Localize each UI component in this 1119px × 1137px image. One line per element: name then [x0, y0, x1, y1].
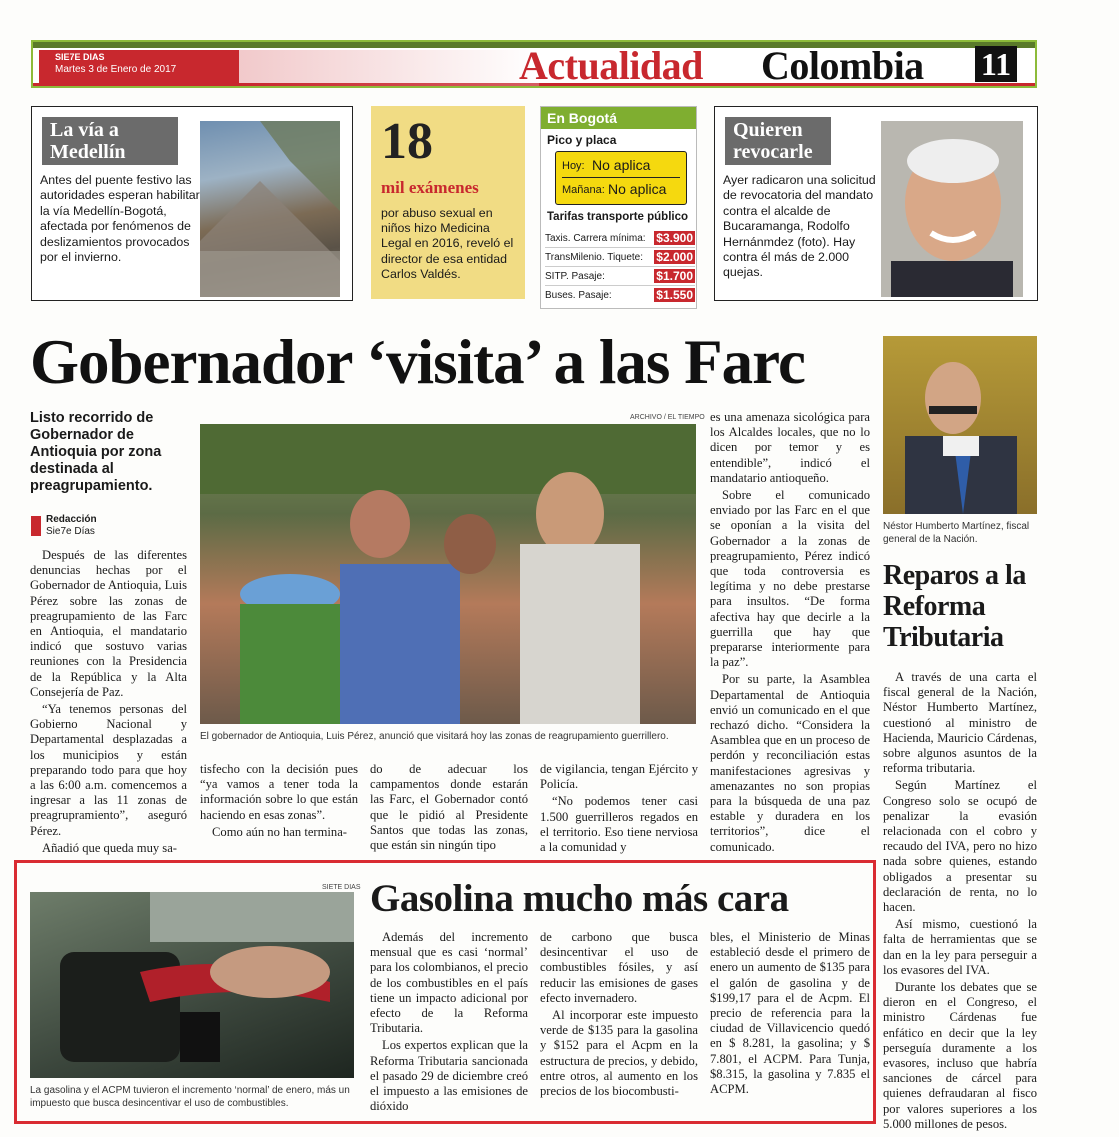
page-number: 11	[975, 46, 1017, 82]
manana-label: Mañana:	[562, 184, 605, 196]
bogota-title: En Bogotá	[541, 107, 696, 129]
brief-via-text: Antes del puente festivo las autoridades esperan habilitar la vía Medellín-Bogotá, afectada por fenómenos de deslizamientos provocados por el invierno.	[40, 173, 200, 265]
paragraph: Además del incremento mensual que es casi ‘normal’ para los colombianos, el precio de los combustibles en el país tiene un impacto adicional por efecto de la Reforma Tributaria.	[370, 930, 528, 1036]
brief-examenes-text: por abuso sexual en niños hizo Medicina Legal en 2016, reveló el director de esa entidad Carlos Valdés.	[381, 206, 514, 281]
main-headline: Gobernador ‘visita’ a las Farc	[30, 327, 805, 397]
main-col-4	[540, 762, 698, 857]
paragraph: de vigilancia, tengan Ejército y Policía.	[540, 762, 698, 792]
header-brand-panel	[39, 50, 239, 86]
plate-divider	[562, 177, 680, 178]
main-photo-caption: El gobernador de Antioquia, Luis Pérez, anunció que visitará hoy las zonas de reagrupamiento guerrillero.	[200, 731, 669, 742]
manana-value: No aplica	[608, 181, 667, 197]
hoy-label: Hoy:	[562, 160, 585, 172]
paragraph: bles, el Ministerio de Minas estableció desde el primero de enero un aumento de $135 para el galón de gasolina y de $199,17 para el de Acpm. El precio de referencia para la ciudad de Villavicencio quedó en $ 8.281, la gasolina; y $ 7.801, el ACPM. Para Tunja, $8.315, la gasolina y 7.835 el ACPM.	[710, 930, 870, 1097]
landslide-photo-graphic	[200, 121, 340, 297]
tarifa-value: $1.700	[656, 269, 693, 283]
gasolina-photo-credit: SIETE DIAS	[322, 884, 361, 891]
hoy-value: No aplica	[592, 157, 651, 173]
paragraph: Por su parte, la Asamblea Departamental de Antioquia envió un comunicado en el que rechazó dicho. “Considera la Asamblea que en un proceso de perdón y reconciliación estas manifestaciones agresivas y amenazantes no son propias para la búsqueda de una paz estable y duradera en los territorios”, dice el comunicado.	[710, 672, 870, 854]
byline-name: Redacción	[46, 514, 97, 525]
paragraph: de carbono que busca desincentivar el uso de combustibles fósiles, y así reducir las emisiones de gases efecto invernadero.	[540, 930, 698, 1005]
pico-placa-title: Pico y placa	[547, 133, 617, 147]
tarifa-label: TransMilenio. Tiquete:	[545, 251, 644, 263]
fuel-pump-photo-graphic	[30, 892, 354, 1078]
tarifa-value: $1.550	[656, 288, 693, 302]
brief-revocar-text: Ayer radicaron una solicitud de revocatoria del mandato contra el alcalde de Bucaramanga, Rodolfo Hernánmdez (foto). Hay contra él más de 2.000 quejas.	[723, 173, 876, 280]
plate-box	[555, 151, 687, 205]
paragraph: Después de las diferentes denuncias hechas por el Gobernador de Antioquia, Luis Pérez sobre las zonas de preagrupamiento de las Farc en Antioquia, el mandatario indicó que sostuvo varias reuniones con la Presidencia de la República y la Alta Consejería de Paz.	[30, 548, 187, 699]
paragraph: Los expertos explican que la Reforma Tributaria sancionada el pasado 29 de diciembre creó el impuesto a las emisiones de dióxido	[370, 1038, 528, 1114]
tarifas-title: Tarifas transporte público	[547, 211, 689, 223]
fuel-pump-photo	[30, 892, 354, 1078]
paragraph: “Ya tenemos personas del Gobierno Nacional y Departamental desplazadas a los municipios y están preparando todo para que hoy a las 6:00 a.m. comencemos a ingresar a las 11 zonas de preagrupramiento”, aseguró Pérez.	[30, 702, 187, 838]
paragraph: do de adecuar los campamentos donde estarán las Farc, el Gobernador contó que le pidió al Presidente Santos que todas las zonas, que están sin ningún tipo	[370, 762, 528, 853]
gasolina-col-3	[710, 930, 870, 1099]
main-col-1	[30, 548, 187, 858]
governor-photo-graphic	[200, 424, 696, 724]
landslide-photo	[200, 121, 340, 297]
paragraph: “No podemos tener casi 1.500 guerrilleros regados en el territorio. Eso tiene nerviosa a la comunidad y	[540, 794, 698, 855]
brief-bogota	[540, 106, 697, 309]
side-headline: Reparos a la Reforma Tributaria	[883, 560, 1026, 653]
gasolina-col-2	[540, 930, 698, 1101]
header-stripe	[239, 50, 539, 86]
tarifa-label: Buses. Pasaje:	[545, 289, 612, 301]
tarifa-row	[545, 229, 695, 248]
gasolina-photo-caption: La gasolina y el ACPM tuvieron el incremento ‘normal’ de enero, más un impuesto que busca desincentivar el uso de combustibles.	[30, 1085, 350, 1109]
paragraph: Como aún no han termina-	[212, 824, 348, 839]
side-body	[883, 670, 1037, 1134]
section-header	[31, 40, 1037, 88]
byline-outlet: Sie7e Días	[46, 526, 95, 537]
gasolina-col-1	[370, 930, 528, 1116]
paragraph: Así mismo, cuestionó la falta de herramientas que se dan en la ley para perseguir a los evasores del IVA.	[883, 917, 1037, 977]
tarifa-label: SITP. Pasaje:	[545, 270, 605, 282]
paragraph: es una amenaza sicológica para los Alcaldes locales, que no lo dicen por temor y es entendible”, indicó el mandatario antioqueño.	[710, 410, 870, 485]
governor-photo	[200, 424, 696, 724]
paragraph: Durante los debates que se dieron en el Congreso, el ministro Cárdenas fue enfático en decir que la ley perseguía duramente a los evasores, incluso que habría sanciones de cárcel para quienes defraudaran al fisco por valores superiores a los 5.000 millones de pesos.	[883, 980, 1037, 1131]
gasolina-headline: Gasolina mucho más cara	[370, 877, 789, 920]
brief-revocar	[714, 106, 1038, 301]
main-photo-credit: ARCHIVO / EL TIEMPO	[630, 414, 705, 421]
main-col-5	[710, 410, 870, 857]
byline-marker	[31, 516, 41, 536]
paragraph: Al incorporar este impuesto verde de $135 para la gasolina y $152 para el Acpm en la estructura de precios, y debido, entre otros, al aumento en los precios de los biocombusti-	[540, 1008, 698, 1099]
brief-examenes	[371, 106, 525, 299]
tarifa-row	[545, 267, 695, 286]
brief-revocar-title: Quieren revocarle	[725, 117, 831, 165]
header-date: Martes 3 de Enero de 2017	[55, 64, 177, 75]
mayor-portrait-graphic	[881, 121, 1023, 297]
header-section-red: Actualidad	[519, 43, 703, 88]
brief-via-medellin	[31, 106, 353, 301]
brief-examenes-number: 18	[381, 113, 433, 170]
fiscal-photo-caption: Néstor Humberto Martínez, fiscal general de la Nación.	[883, 521, 1030, 545]
paragraph: Según Martínez el Congreso solo se ocupó de penalizar la evasión relacionada con el cobro y recaudo del IVA, pero no hizo nada sobre quienes, estando obligados a presentar su declaración de renta, no lo hacen.	[883, 778, 1037, 915]
fiscal-photo-graphic	[883, 336, 1037, 514]
header-section-black: Colombia	[761, 43, 924, 88]
tarifa-value: $3.900	[656, 231, 693, 245]
paragraph: Sobre el comunicado enviado por las Farc en el que se oponían a la visita del Gobernador a la zonas de preagrupamiento, Pérez indicó que toda controversia es legítima y no debe prestarse para insultos. “De forma afectiva hay que decirle a la guerrilla que hay que prepararse interiormente para la paz”.	[710, 488, 870, 670]
tarifa-row	[545, 248, 695, 267]
header-brand: SIE7E DIAS	[55, 52, 105, 62]
paragraph: tisfecho con la decisión pues “ya vamos a tener toda la información sobre lo que están haciendo en esas zonas”.	[200, 762, 358, 822]
paragraph: A través de una carta el fiscal general de la Nación, Néstor Humberto Martínez, cuestionó al ministro de Hacienda, Mauricio Cárdenas, sobre algunos asuntos de la reforma tributaria.	[883, 670, 1037, 776]
tarifa-row	[545, 286, 695, 304]
tarifa-label: Taxis. Carrera mínima:	[545, 232, 646, 244]
main-deck: Listo recorrido de Gobernador de Antioquia por zona destinada al preagrupamiento.	[30, 410, 162, 494]
mayor-portrait	[881, 121, 1023, 297]
tarifa-value: $2.000	[656, 250, 693, 264]
main-col-2	[200, 762, 358, 842]
main-col-3	[370, 762, 528, 855]
brief-via-title: La vía a Medellín	[42, 117, 178, 165]
brief-examenes-subtitle: mil exámenes	[381, 178, 479, 197]
paragraph: Añadió que queda muy sa-	[42, 840, 177, 855]
tarifas-list	[545, 229, 695, 304]
fiscal-photo	[883, 336, 1037, 514]
